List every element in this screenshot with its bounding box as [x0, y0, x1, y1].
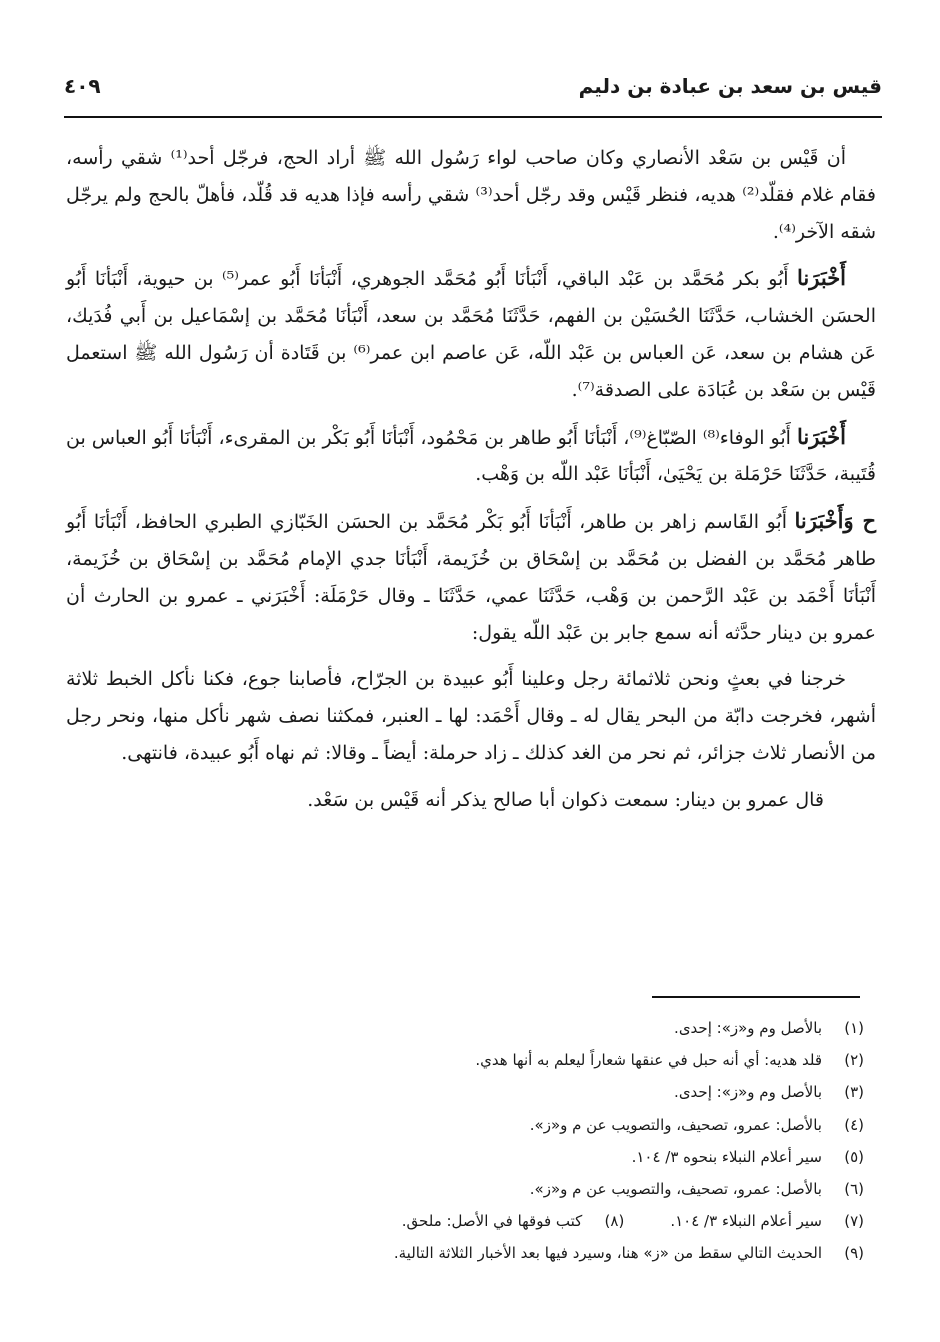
- footnote-text: بالأصل: عمرو، تصحيف، والتصويب عن م و«ز».: [529, 1115, 822, 1134]
- footnote-row: [66, 1012, 864, 1044]
- footnote-number: (٤): [844, 1115, 864, 1134]
- footnote-1: [674, 1012, 864, 1044]
- paragraph-3-keyword: أَخْبَرَنا: [797, 423, 846, 449]
- footnote-number: (٥): [844, 1147, 864, 1166]
- footnote-row: [66, 1237, 864, 1269]
- footnote-number: (٨): [604, 1212, 625, 1231]
- footnote-number: (٦): [844, 1180, 864, 1199]
- paragraph-4-text: أَبُو القَاسم زاهر بن طاهر، أَنْبَأنَا أَبُو بَكْر مُحَمَّد بن الحسَن الخَبّازي الطبري الحافظ، أَنْبَأنَا أَبُو طاهر مُحَمَّد بن الفضل بن مُحَمَّد بن إسْحَاق بن خُزَيمة، أَنْبَأنَا جدي الإمام مُحَمَّد بن إسْحَاق بن خُزَيمة، أَنْبَأنَا أَحْمَد بن عَبْد الرَّحمن بن وَهْب، حَدَّثَنَا عمي، حَدَّثَنَا ـ وقال حَرْمَلَة: أَخْبَرَني ـ عمرو بن الحارث أن عمرو بن دينار حدَّثه أنه سمع جابر بن عَبْد اللّه يقول:: [66, 511, 876, 644]
- footnote-rule: [652, 996, 860, 998]
- running-header: [64, 74, 882, 112]
- footnote-3: [674, 1076, 864, 1108]
- paragraph-3-text: أَبُو الوفاء⁽⁸⁾ الصّبّاغ⁽⁹⁾، أَنْبَأنَا أَبُو طاهر بن مَحْمُود، أَنْبَأنَا أَبُو بَكْر بن المقرىء، أَنْبَأنَا أَبُو العباس بن قُتَيبة، حَدَّثَنَا حَرْمَلة بن يَحْيَىٰ، أَنْبَأنَا عَبْد اللّه بن وَهْب.: [66, 426, 876, 486]
- footnote-text: بالأصل وم و«ز»: إحدى.: [674, 1019, 822, 1037]
- footnote-text: قلد هديه: أي أنه حبل في عنقها شعاراً ليعلم به أنها هدي.: [475, 1051, 822, 1070]
- footnote-row: [66, 1173, 864, 1205]
- footnote-text: الحديث التالي سقط من «ز» هنا، وسيرد فيها بعد الأخبار الثلاثة التالية.: [393, 1244, 822, 1263]
- paragraph-4: [66, 503, 876, 651]
- running-title: قيس بن سعد بن عبادة بن دليم: [578, 74, 882, 98]
- footnote-text: سير أعلام النبلاء بنحوه ٣/ ١٠٤.: [631, 1147, 822, 1166]
- footnote-number: (٢): [844, 1051, 864, 1070]
- paragraph-5: خرجنا في بعثٍ ونحن ثلاثمائة رجل وعلينا أَبُو عبيدة بن الجرّاح، فأصابنا جوع، فكنا نأكل الخبط ثلاثة أشهر، فخرجت دابّة من البحر يقال له ـ وقال أَحْمَد: لها ـ العنبر، فمكثنا نصف شهر نأكل منها، ونحر رجل من الأنصار ثلاث جزائر، ثم نحر من الغد كذلك ـ زاد حرملة: أيضاً ـ وقالا: ثم نهاه أَبُو عبيدة، فانتهى.: [66, 668, 876, 764]
- footnote-row: [66, 1109, 864, 1141]
- footnote-7: [670, 1205, 864, 1237]
- footnote-row: [66, 1205, 864, 1237]
- footnote-text: كتب فوقها في الأصل: ملحق.: [401, 1212, 583, 1231]
- footnotes: [66, 1012, 864, 1270]
- paragraph-2-keyword: أَخْبَرَنا: [797, 265, 847, 291]
- footnote-text: بالأصل: عمرو، تصحيف، والتصويب عن م و«ز».: [529, 1180, 822, 1199]
- footnote-number: (٧): [844, 1212, 864, 1231]
- paragraph-4-keyword: ح وَأَخْبَرَنا: [794, 508, 877, 534]
- page-number: ٤٠٩: [64, 74, 101, 98]
- footnote-number: (٣): [844, 1083, 864, 1102]
- footnote-6: [530, 1173, 864, 1205]
- paragraph-2-text: أَبُو بكر مُحَمَّد بن عَبْد الباقي، أَنْبَأنَا أَبُو مُحَمَّد الجوهري، أَنْبَأنَا أَبُو عمر⁽⁵⁾ بن حيوية، أَنْبَأنَا أَبُو الحسَن الخشاب، حَدَّثَنَا الحُسَيْن بن الفهم، حَدَّثَنَا مُحَمَّد بن سعد، أَنْبَأنَا مُحَمَّد بن إسْمَاعيل بن أَبي فُدَيك، عَن هشام بن سعد، عَن العباس بن عَبْد اللّه، عَن عاصم ابن عمر⁽⁶⁾ بن قَتَادة أن رَسُول الله ﷺ استعمل قَيْس بن سَعْد بن عُبَادَة على الصدقة⁽⁷⁾.: [66, 268, 876, 401]
- paragraph-3: [66, 419, 876, 494]
- footnote-2: [475, 1044, 864, 1076]
- footnote-number: (٩): [844, 1244, 864, 1263]
- footnote-text: سير أعلام النبلاء ٣/ ١٠٤.: [670, 1212, 822, 1231]
- footnote-row: [66, 1076, 864, 1108]
- paragraph-2: [66, 260, 876, 408]
- footnote-number: (١): [844, 1019, 864, 1037]
- header-rule: [64, 116, 882, 118]
- footnote-8: [402, 1205, 625, 1237]
- footnote-gap: [624, 1205, 670, 1237]
- footnote-row: [66, 1044, 864, 1076]
- footnote-text: بالأصل وم و«ز»: إحدى.: [674, 1083, 822, 1102]
- paragraph-1: أن قَيْس بن سَعْد الأنصاري وكان صاحب لواء رَسُول الله ﷺ أراد الحج، فرجّل أحد⁽¹⁾ شقي رأسه، فقام غلام فقلّد⁽²⁾ هديه، فنظر قَيْس وقد رجّل أحد⁽³⁾ شقي رأسه فإذا هديه قد قُلّد، فأهلّ بالحج ولم يرجّل شقه الآخر⁽⁴⁾.: [66, 147, 876, 243]
- footnote-5: [632, 1141, 864, 1173]
- footnote-4: [530, 1109, 864, 1141]
- paragraph-6: قال عمرو بن دينار: سمعت ذكوان أبا صالح يذكر أنه قَيْس بن سَعْد.: [307, 788, 824, 811]
- main-text: [66, 140, 876, 829]
- footnote-9: [394, 1237, 864, 1269]
- footnote-row: [66, 1141, 864, 1173]
